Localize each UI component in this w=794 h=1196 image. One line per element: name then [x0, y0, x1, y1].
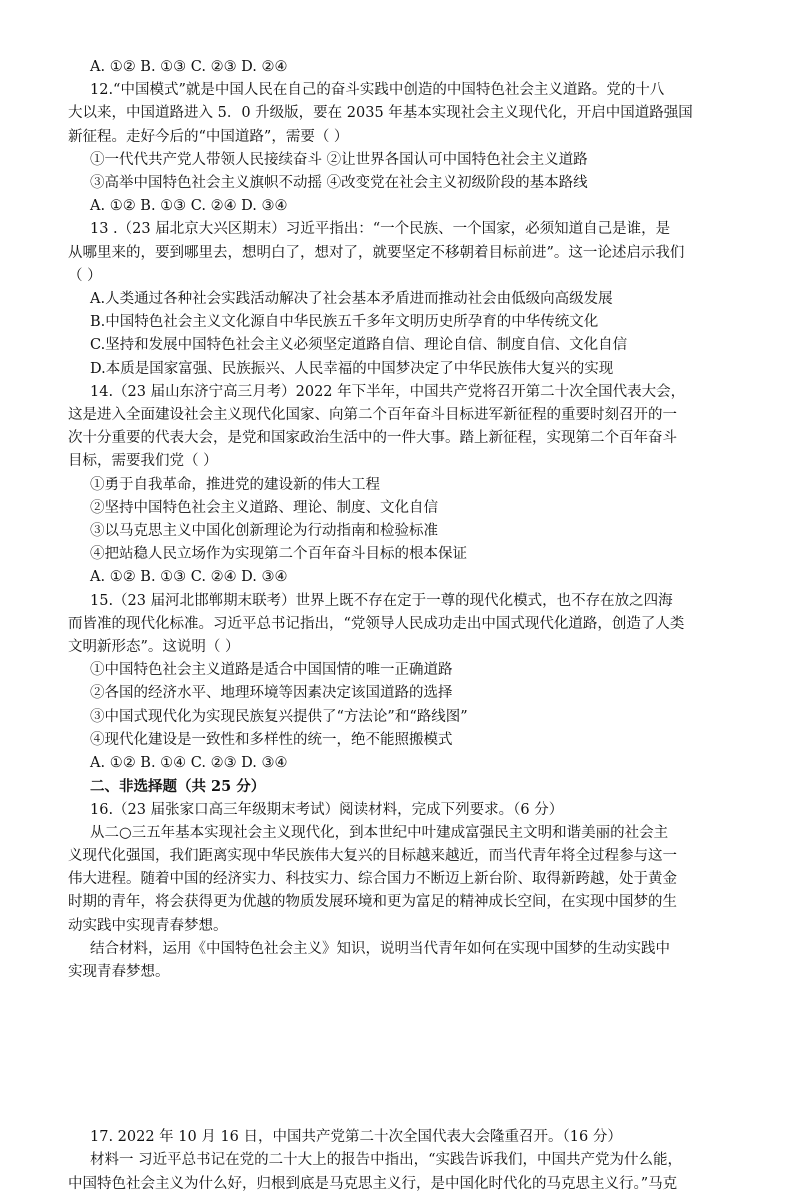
q15-item: ③中国式现代化为实现民族复兴提供了“方法论”和“路线图” [90, 708, 468, 725]
q12-options: A. ①② B. ①③ C. ②④ D. ③④ [90, 198, 288, 215]
question-17 [68, 1126, 736, 1196]
q13-stem-line: （ ） [68, 267, 102, 284]
q17-material-line: 材料一 习近平总书记在党的二十大上的报告中指出，“实践告诉我们，中国共产党为什么能， [90, 1152, 683, 1169]
q13-stem-line: 13 .（23 届北京大兴区期末）习近平指出：“一个民族、一个国家，必须知道自己是谁，是 [90, 221, 671, 238]
question-16 [68, 799, 736, 985]
question-15 [68, 590, 736, 776]
q13-option: D.本质是国家富强、民族振兴、人民幸福的中国梦决定了中华民族伟大复兴的实现 [90, 360, 614, 377]
answer-space [68, 984, 736, 1126]
q13-option: B.中国特色社会主义文化源自中华民族五千多年文明历史所孕育的中华传统文化 [90, 314, 599, 331]
section-heading: 二、非选择题（共 25 分） [90, 778, 266, 796]
q16-material-line: 伟大进程。随着中国的经济实力、科技实力、综合国力不断迈上新台阶、取得新跨越，处于黄金 [68, 871, 677, 888]
q14-stem-line: 目标，需要我们党（ ） [68, 453, 218, 470]
q13-stem-line: 从哪里来的，要到哪里去，想明白了，想对了，就要坚定不移朝着目标前进”。这一论述启示我们 [68, 244, 685, 261]
q16-question-line: 结合材料，运用《中国特色社会主义》知识，说明当代青年如何在实现中国梦的生动实践中 [90, 940, 670, 957]
q16-material-line: 义现代化强国，我们距离实现中华民族伟大复兴的目标越来越近，而当代青年将全过程参与这一 [68, 847, 677, 864]
q14-item: ②坚持中国特色社会主义道路、理论、制度、文化自信 [90, 499, 438, 516]
q15-stem-line: 15.（23 届河北邯郸期末联考）世界上既不存在定于一尊的现代化模式，也不存在放之四海 [90, 592, 673, 609]
q17-stem: 17. 2022 年 10 月 16 日，中国共产党第二十次全国代表大会隆重召开。（16 分） [90, 1129, 622, 1146]
q13-option: A.人类通过各种社会实践活动解决了社会基本矛盾进而推动社会由低级向高级发展 [90, 291, 613, 308]
q12-stem-line: 12.“中国模式”就是中国人民在自己的奋斗实践中创造的中国特色社会主义道路。党的十八 [90, 82, 665, 99]
q16-material-line: 时期的青年，将会获得更为优越的物质发展环境和更为富足的精神成长空间，在实现中国梦的生 [68, 894, 677, 911]
q14-stem-line: 这是进入全面建设社会主义现代化国家、向第二个百年奋斗目标进军新征程的重要时刻召开的一 [68, 407, 677, 424]
q12-stem-line: 新征程。走好今后的“中国道路”，需要（ ） [68, 128, 349, 145]
q14-options: A. ①② B. ①③ C. ②④ D. ③④ [90, 569, 288, 586]
q14-stem-line: 次十分重要的代表大会，是党和国家政治生活中的一件大事。踏上新征程，实现第二个百年奋斗 [68, 430, 677, 447]
question-14 [68, 381, 736, 590]
exam-page [68, 56, 736, 1196]
question-13 [68, 218, 736, 380]
q15-stem-line: 而皆准的现代化标准。习近平总书记指出，“党领导人民成功走出中国式现代化道路，创造了人类 [68, 615, 685, 632]
q14-item: ③以马克思主义中国化创新理论为行动指南和检验标准 [90, 523, 438, 540]
q15-item: ①中国特色社会主义道路是适合中国国情的唯一正确道路 [90, 662, 453, 679]
q15-item: ④现代化建设是一致性和多样性的统一，绝不能照搬模式 [90, 731, 453, 748]
q16-material-line: 从二○三五年基本实现社会主义现代化，到本世纪中叶建成富强民主文明和谐美丽的社会主 [90, 824, 669, 841]
q15-options: A. ①② B. ①④ C. ②③ D. ③④ [90, 755, 288, 772]
q14-stem-line: 14.（23 届山东济宁高三月考）2022 年下半年，中国共产党将召开第二十次全国代表大会， [90, 383, 686, 400]
q16-material-line: 动实践中实现青春梦想。 [68, 917, 228, 934]
q15-stem-line: 文明新形态”。这说明（ ） [68, 639, 240, 656]
q15-item: ②各国的经济水平、地理环境等因素决定该国道路的选择 [90, 685, 453, 702]
q16-question-line: 实现青春梦想。 [68, 963, 170, 980]
q12-item: ③高举中国特色社会主义旗帜不动摇 ④改变党在社会主义初级阶段的基本路线 [90, 175, 588, 192]
q16-stem: 16.（23 届张家口高三年级期末考试）阅读材料，完成下列要求。（6 分） [90, 801, 564, 818]
q14-item: ①勇于自我革命，推进党的建设新的伟大工程 [90, 476, 380, 493]
q14-item: ④把站稳人民立场作为实现第二个百年奋斗目标的根本保证 [90, 546, 467, 563]
question-12 [68, 79, 736, 218]
q17-material-line: 中国特色社会主义为什么好，归根到底是马克思主义行，是中国化时代化的马克思主义行。”马克 [68, 1175, 678, 1192]
q12-item: ①一代代共产党人带领人民接续奋斗 ②让世界各国认可中国特色社会主义道路 [90, 151, 588, 168]
q12-stem-line: 大以来，中国道路进入 5．0 升级版，要在 2035 年基本实现社会主义现代化，开启中国道路强国 [68, 105, 693, 122]
q11-options: A. ①② B. ①③ C. ②③ D. ②④ [90, 59, 288, 75]
q13-option: C.坚持和发展中国特色社会主义必须坚定道路自信、理论自信、制度自信、文化自信 [90, 337, 628, 354]
